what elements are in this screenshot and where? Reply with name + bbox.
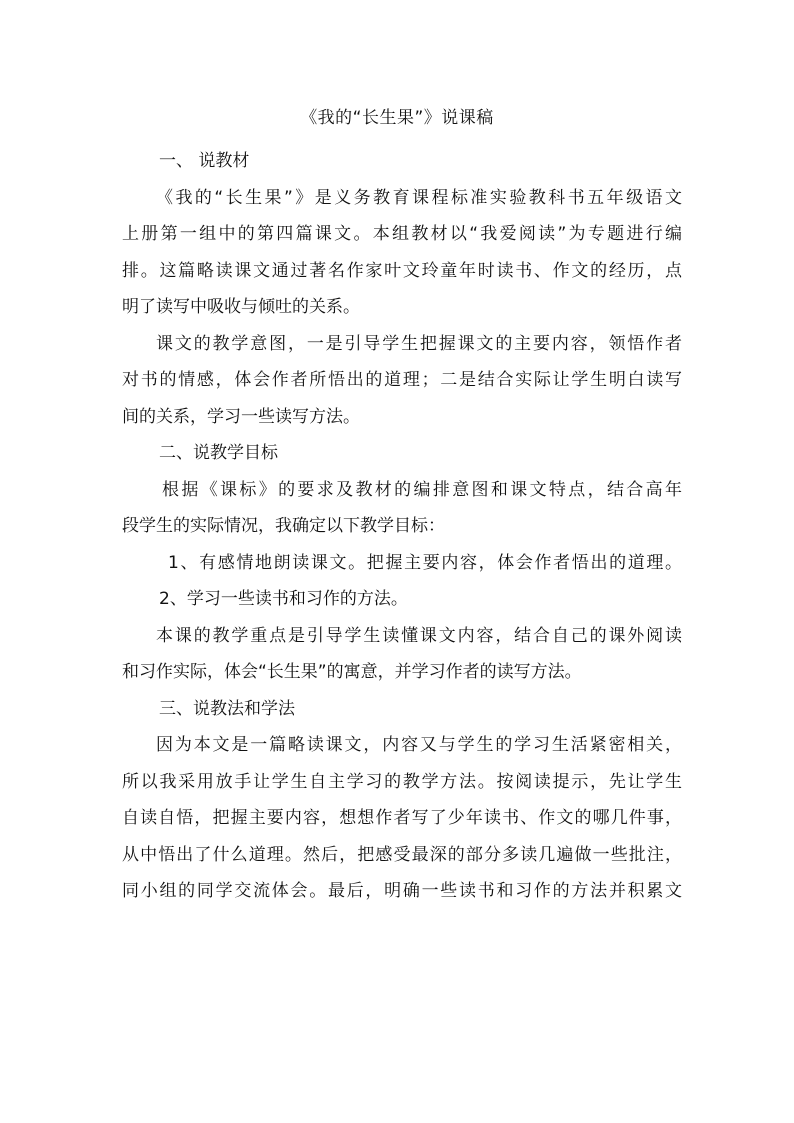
paragraph-line: 所以我采用放手让学生自主学习的教学方法。按阅读提示，先让学生 xyxy=(122,771,682,792)
section-heading-3: 三、说教法和学法 xyxy=(159,698,295,719)
paragraph-line: 本课的教学重点是引导学生读懂课文内容，结合自己的课外阅读 xyxy=(156,625,682,646)
paragraph-line: 明了读写中吸收与倾吐的关系。 xyxy=(122,297,360,317)
goal-item-2: 2、学习一些读书和习作的方法。 xyxy=(159,589,408,609)
paragraph-line: 对书的情感，体会作者所悟出的道理；二是结合实际让学生明白读写 xyxy=(122,370,682,390)
section-heading-2: 二、说教学目标 xyxy=(159,443,278,463)
paragraph-line: 从中悟出了什么道理。然后，把感受最深的部分多读几遍做一些批注， xyxy=(122,844,682,865)
paragraph-line: 《我的“长生果”》是义务教育课程标准实验教科书五年级语文 xyxy=(156,187,682,208)
paragraph-line: 间的关系，学习一些读写方法。 xyxy=(122,406,360,427)
section-heading-1: 一、 说教材 xyxy=(159,151,250,171)
paragraph-line: 根据《课标》的要求及教材的编排意图和课文特点，结合高年 xyxy=(162,479,682,500)
paragraph-line: 同小组的同学交流体会。最后，明确一些读书和习作的方法并积累文 xyxy=(122,881,682,901)
paragraph-line: 课文的教学意图，一是引导学生把握课文的主要内容，领悟作者 xyxy=(156,333,682,354)
paragraph-line: 自读自悟，把握主要内容，想想作者写了少年读书、作文的哪几件事， xyxy=(122,808,682,828)
document-body xyxy=(122,143,682,910)
paragraph-line: 段学生的实际情况，我确定以下教学目标： xyxy=(122,516,445,536)
paragraph-line: 排。这篇略读课文通过著名作家叶文玲童年时读书、作文的经历，点 xyxy=(122,260,682,281)
paragraph-line: 因为本文是一篇略读课文，内容又与学生的学习生活紧密相关， xyxy=(156,735,682,755)
paragraph-line: 和习作实际，体会“长生果”的寓意，并学习作者的读写方法。 xyxy=(122,662,582,682)
goal-item-1: 1、有感情地朗读课文。把握主要内容，体会作者悟出的道理。 xyxy=(168,552,682,573)
paragraph-line: 上册第一组中的第四篇课文。本组教材以“我爱阅读”为专题进行编 xyxy=(122,224,682,244)
document-title: 《我的“长生果”》说课稿 xyxy=(300,108,494,128)
